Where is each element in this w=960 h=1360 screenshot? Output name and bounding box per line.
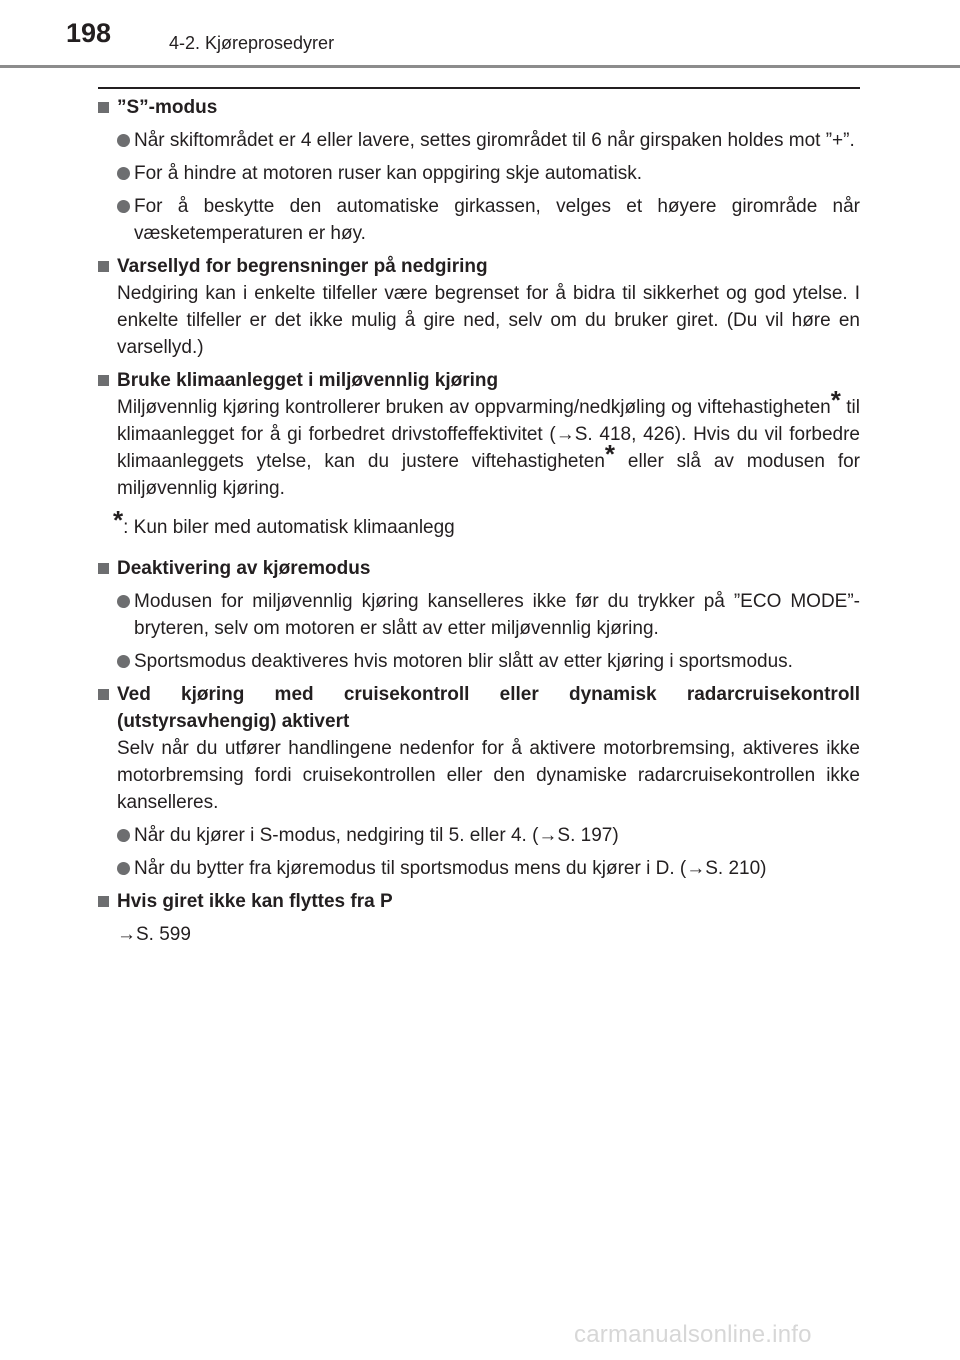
section-title: Hvis giret ikke kan flyttes fra P bbox=[98, 888, 860, 915]
round-bullet-icon bbox=[117, 134, 130, 147]
page-content bbox=[98, 94, 860, 954]
paragraph: Selv når du utfører handlingene nedenfor for å aktivere motorbremsing, aktiveres ikke motorbremsing fordi cruisekontrollen eller den dynamiske radarcruisekontrollen ikke kanselleres. bbox=[117, 738, 860, 813]
list-item: For å beskytte den automatiske girkassen, velges et høyere girområde når væsketemperaturen er høy. bbox=[98, 193, 860, 247]
section-title: ”S”-modus bbox=[98, 94, 860, 121]
asterisk-mark: * bbox=[113, 505, 124, 535]
square-bullet-icon bbox=[98, 563, 109, 574]
section-climate bbox=[98, 367, 860, 541]
square-bullet-icon bbox=[98, 261, 109, 272]
section-deactivate bbox=[98, 555, 860, 675]
page-header bbox=[0, 0, 960, 70]
paragraph: Miljøvennlig kjøring kontrollerer bruken av oppvarming/nedkjøling og viftehastigheten* til klimaanlegget for å gi forbedret drivstoffeffektivitet (→S. 418, 426). Hvis du vil forbedre klimaanleggets ytelse, kan du justere viftehastigheten* eller slå av modusen for miljøvennlig kjøring. bbox=[117, 385, 861, 499]
asterisk-mark: * bbox=[604, 439, 616, 469]
round-bullet-icon bbox=[117, 862, 130, 875]
round-bullet-icon bbox=[117, 829, 130, 842]
footnote: *: Kun biler med automatisk klimaanlegg bbox=[113, 505, 455, 538]
round-bullet-icon bbox=[117, 200, 130, 213]
section-title: Bruke klimaanlegget i miljøvennlig kjøring bbox=[98, 367, 860, 394]
section-title: Varsellyd for begrensninger på nedgiring bbox=[98, 253, 860, 280]
square-bullet-icon bbox=[98, 689, 109, 700]
square-bullet-icon bbox=[98, 102, 109, 113]
watermark: carmanualsonline.info bbox=[574, 1321, 812, 1348]
section-warning-sound bbox=[98, 253, 860, 361]
section-title: Deaktivering av kjøremodus bbox=[98, 555, 860, 582]
section-s-mode bbox=[98, 94, 860, 247]
list-item: For å hindre at motoren ruser kan oppgiring skje automatisk. bbox=[98, 160, 860, 187]
chapter-title: 4-2. Kjøreprosedyrer bbox=[169, 33, 335, 53]
asterisk-mark: * bbox=[830, 385, 841, 415]
paragraph: Nedgiring kan i enkelte tilfeller være begrenset for å bidra til sikkerhet og god ytelse. I enkelte tilfeller er det ikke mulig å gire ned, selv om du bruker giret. (Du vil høre en varsellyd.) bbox=[117, 283, 860, 358]
content-top-rule bbox=[98, 87, 860, 89]
round-bullet-icon bbox=[117, 167, 130, 180]
list-item: Modusen for miljøvennlig kjøring kanselleres ikke før du trykker på ”ECO MODE”-bryteren, selv om motoren er slått av etter miljøvennlig kjøring. bbox=[98, 588, 860, 642]
header-divider bbox=[0, 65, 960, 68]
list-item: Sportsmodus deaktiveres hvis motoren blir slått av etter kjøring i sportsmodus. bbox=[98, 648, 860, 675]
section-shift-p bbox=[98, 888, 860, 948]
list-item: Når skiftområdet er 4 eller lavere, settes girområdet til 6 når girspaken holdes mot ”+”. bbox=[98, 127, 860, 154]
square-bullet-icon bbox=[98, 375, 109, 386]
square-bullet-icon bbox=[98, 896, 109, 907]
section-cruise bbox=[98, 681, 860, 882]
round-bullet-icon bbox=[117, 595, 130, 608]
page-number: 198 bbox=[66, 18, 112, 48]
page-reference-link[interactable]: →S. 599 bbox=[117, 924, 191, 945]
section-title: Ved kjøring med cruisekontroll eller dynamisk radarcruisekontroll (utstyrsavhengig) aktivert bbox=[98, 681, 860, 735]
list-item: Når du kjører i S-modus, nedgiring til 5. eller 4. (→S. 197) bbox=[98, 822, 860, 849]
list-item: Når du bytter fra kjøremodus til sportsmodus mens du kjører i D. (→S. 210) bbox=[98, 855, 860, 882]
round-bullet-icon bbox=[117, 655, 130, 668]
